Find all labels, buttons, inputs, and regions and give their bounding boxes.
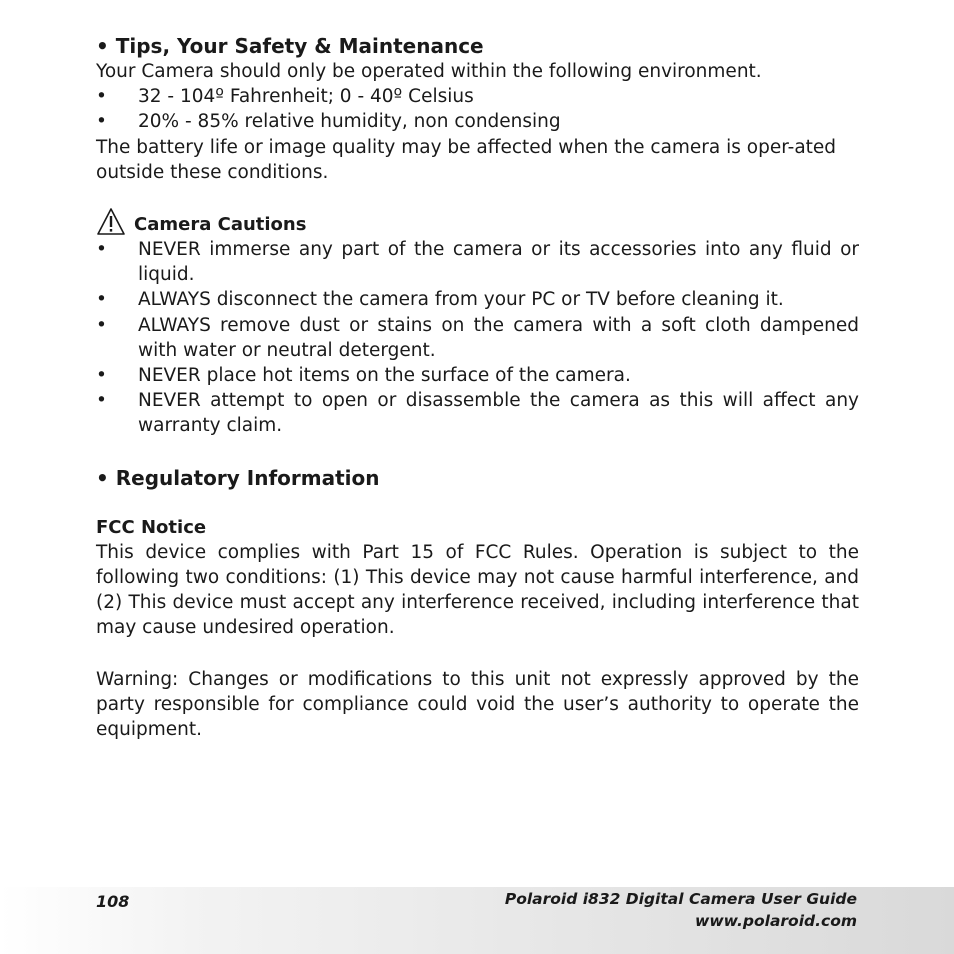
- bullet-dot: •: [96, 365, 107, 387]
- tips-note: The battery life or image quality may be affected when the camera is oper-ated outside these conditions.: [96, 136, 837, 183]
- caution-item-disconnect: ALWAYS disconnect the camera from your PC or TV before cleaning it.: [138, 289, 784, 311]
- bullet-dot: •: [96, 289, 107, 311]
- tips-bullet-temperature: 32 - 104º Fahrenheit; 0 - 40º Celsius: [138, 86, 474, 108]
- guide-title: Polaroid i832 Digital Camera User Guide: [504, 890, 857, 908]
- list-item: [96, 237, 859, 287]
- warning-text: Warning: Changes or modifications to this unit not expressly approved by the party responsible for compliance could void the user’s authority to operate the equipment.: [96, 668, 859, 741]
- tips-bullet-humidity: 20% - 85% relative humidity, non condensing: [138, 111, 561, 133]
- page-footer: [0, 887, 954, 954]
- caution-item-immerse: NEVER immerse any part of the camera or its accessories into any fluid or liquid.: [138, 239, 859, 286]
- page-content: [96, 33, 859, 742]
- bullet-dot: •: [96, 86, 107, 108]
- spacer: [96, 491, 859, 515]
- fcc-notice-text: This device complies with Part 15 of FCC Rules. Operation is subject to the following two conditions: (1) This device may not cause harmful interference, and (2) This device must accept any interference received, including interference that may cause undesired operation.: [96, 541, 859, 639]
- tips-intro: Your Camera should only be operated within the following environment.: [96, 61, 762, 82]
- list-item: [96, 388, 859, 438]
- warning-triangle-icon: [96, 207, 126, 237]
- footer-guide-block: [505, 888, 857, 932]
- cautions-heading: Camera Cautions: [134, 213, 307, 235]
- bullet-dot: •: [96, 111, 107, 133]
- list-item: [96, 313, 859, 363]
- website-link[interactable]: www.polaroid.com: [695, 912, 857, 930]
- list-item: [96, 363, 859, 388]
- regulatory-heading: • Regulatory Information: [96, 465, 380, 490]
- bullet-dot: •: [96, 314, 107, 336]
- spacer: [96, 439, 859, 465]
- bullet-dot: •: [96, 390, 107, 412]
- tips-heading: • Tips, Your Safety & Maintenance: [96, 34, 484, 58]
- caution-item-hot-items: NEVER place hot items on the surface of the camera.: [138, 365, 631, 387]
- caution-item-disassemble: NEVER attempt to open or disassemble the camera as this will affect any warranty claim.: [138, 390, 859, 437]
- list-item: [96, 287, 859, 312]
- page-number: 108: [96, 892, 130, 911]
- caution-item-dust: ALWAYS remove dust or stains on the camera with a soft cloth dampened with water or neutral detergent.: [138, 314, 859, 361]
- fcc-heading: FCC Notice: [96, 516, 207, 538]
- cautions-header: [96, 207, 859, 237]
- bullet-dot: •: [96, 239, 107, 261]
- list-item: [96, 84, 859, 109]
- list-item: [96, 109, 859, 134]
- spacer: [96, 641, 859, 667]
